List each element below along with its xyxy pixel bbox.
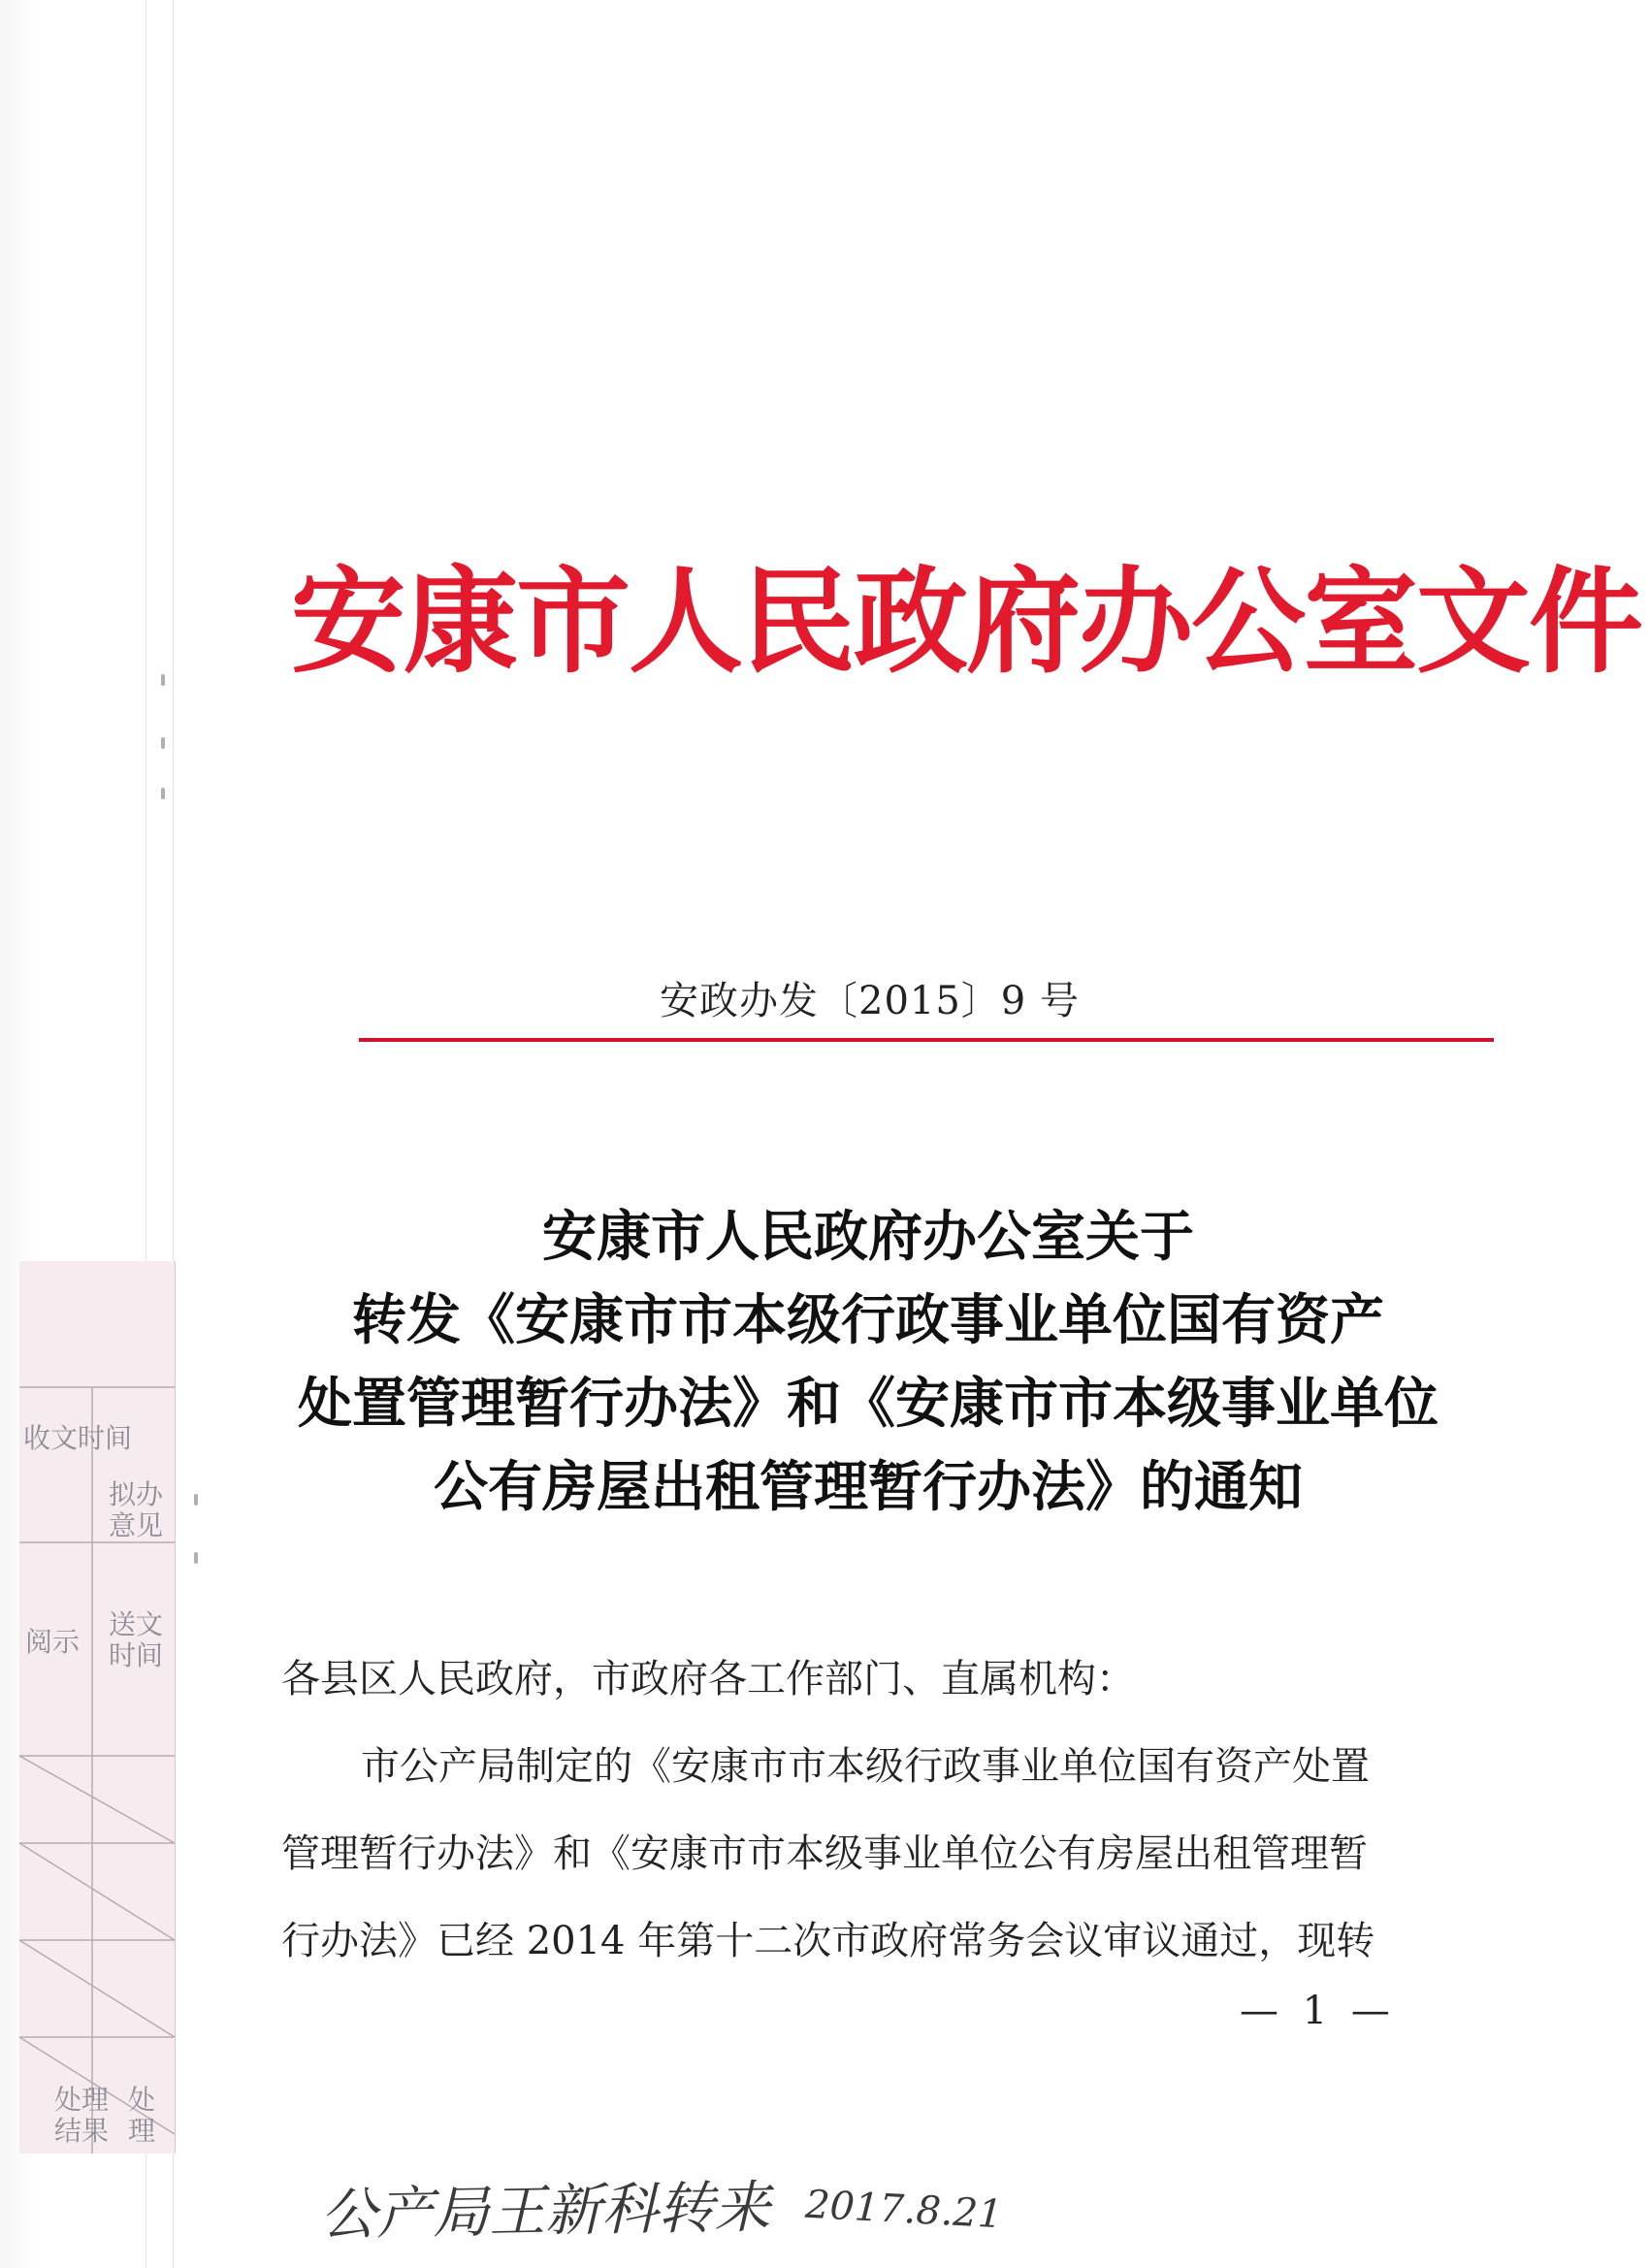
handwritten-date: 2017.8.21 [803, 2182, 1004, 2238]
document-header-title: 安康市人民政府办公室文件 [291, 554, 1642, 689]
slip-grid-lines [19, 1261, 175, 2154]
slip-label-handle: 处理 [54, 2084, 110, 2116]
binding-hole [194, 1552, 198, 1564]
salutation: 各县区人民政府，市政府各工作部门、直属机构： [281, 1657, 1135, 1701]
slip-label-li: 理 [128, 2115, 156, 2147]
paragraph-line-1: 市公产局制定的《安康市市本级行政事业单位国有资产处置 [361, 1744, 1370, 1789]
slip-label-result: 结果 [54, 2115, 110, 2147]
page-number: — 1 — [1240, 1989, 1396, 2033]
notice-title [272, 1195, 1465, 1529]
slip-label-received-time: 收文时间 [23, 1422, 133, 1454]
document-number: 安政办发〔2015〕9 号 [660, 979, 1080, 1023]
binding-hole [161, 674, 165, 686]
slip-label-chu: 处 [128, 2084, 156, 2116]
slip-label-time: 时间 [109, 1639, 164, 1671]
title-line-3: 处置管理暂行办法》和《安康市市本级事业单位 [298, 1372, 1439, 1436]
paragraph-line-2: 管理暂行办法》和《安康市市本级事业单位公有房屋出租管理暂 [281, 1831, 1368, 1876]
slip-label-review: 阅示 [25, 1626, 81, 1658]
slip-label-send: 送文 [109, 1608, 164, 1640]
binding-hole [194, 1494, 198, 1506]
title-line-1: 安康市人民政府办公室关于 [542, 1205, 1194, 1269]
document-body [281, 1636, 1445, 1985]
red-divider-rule [359, 1038, 1494, 1042]
title-line-4: 公有房屋出租管理暂行办法》的通知 [434, 1455, 1303, 1519]
binding-hole [161, 737, 165, 749]
binding-hole [161, 788, 165, 799]
paragraph-line-3: 行办法》已经 2014 年第十二次市政府常务会议审议通过，现转 [281, 1919, 1375, 1963]
receipt-slip [19, 1261, 176, 2154]
slip-label-propose: 拟办 [109, 1478, 164, 1510]
title-line-2: 转发《安康市市本级行政事业单位国有资产 [352, 1288, 1384, 1352]
slip-label-opinion: 意见 [109, 1509, 164, 1541]
handwritten-note: 公产局王新科转来 [319, 2173, 771, 2249]
